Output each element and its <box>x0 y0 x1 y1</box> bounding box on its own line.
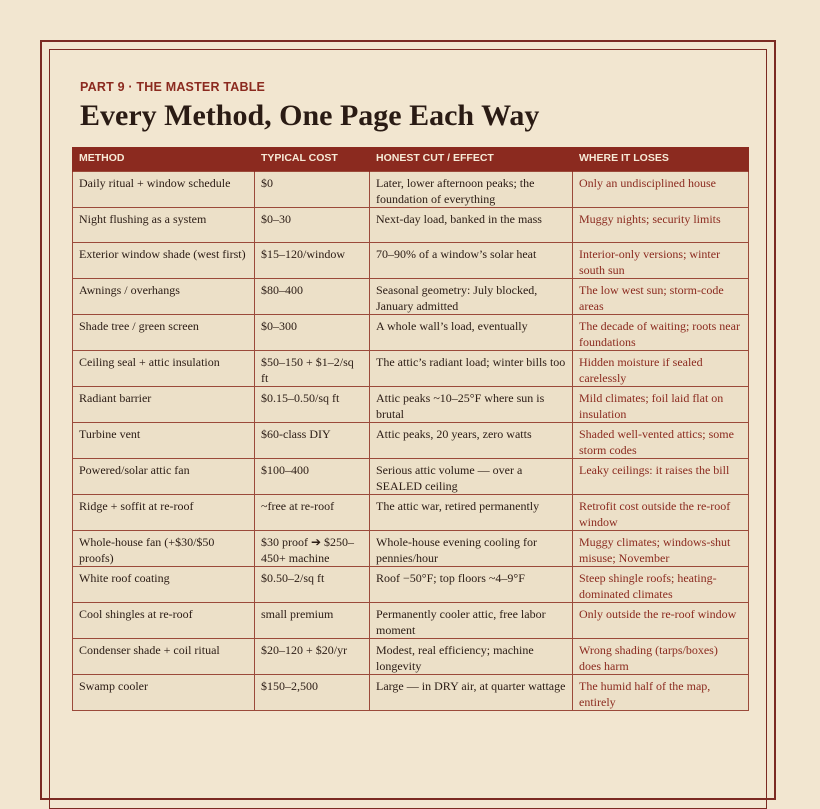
loses-cell: Retrofit cost outside the re-roof window <box>573 495 749 531</box>
method-cell: Turbine vent <box>73 423 255 459</box>
method-cell: Whole-house fan (+$30/$50 proofs) <box>73 531 255 567</box>
table-row <box>73 351 749 387</box>
loses-cell: Mild climates; foil laid flat on insulation <box>573 387 749 423</box>
loses-cell: Wrong shading (tarps/boxes) does harm <box>573 639 749 675</box>
method-cell: Condenser shade + coil ritual <box>73 639 255 675</box>
loses-cell: Steep shingle roofs; heating-dominated climates <box>573 567 749 603</box>
effect-cell: Later, lower afternoon peaks; the foundation of everything <box>370 172 573 208</box>
cost-cell: $0.15–0.50/sq ft <box>255 387 370 423</box>
loses-cell: Interior-only versions; winter south sun <box>573 243 749 279</box>
loses-cell: Muggy nights; security limits <box>573 208 749 243</box>
effect-cell: 70–90% of a window’s solar heat <box>370 243 573 279</box>
effect-cell: Permanently cooler attic, free labor moment <box>370 603 573 639</box>
loses-cell: Shaded well-vented attics; some storm codes <box>573 423 749 459</box>
table-row <box>73 495 749 531</box>
effect-cell: Seasonal geometry: July blocked, January admitted <box>370 279 573 315</box>
effect-cell: Modest, real efficiency; machine longevity <box>370 639 573 675</box>
method-cell: Radiant barrier <box>73 387 255 423</box>
cost-cell: $60-class DIY <box>255 423 370 459</box>
loses-cell: Leaky ceilings: it raises the bill <box>573 459 749 495</box>
table-row <box>73 531 749 567</box>
master-table <box>72 147 749 711</box>
header-typical-cost: TYPICAL COST <box>255 147 370 172</box>
table-row <box>73 603 749 639</box>
table-row <box>73 639 749 675</box>
effect-cell: A whole wall’s load, eventually <box>370 315 573 351</box>
table-row <box>73 172 749 208</box>
method-cell: Shade tree / green screen <box>73 315 255 351</box>
table-row <box>73 208 749 243</box>
effect-cell: Attic peaks, 20 years, zero watts <box>370 423 573 459</box>
loses-cell: The humid half of the map, entirely <box>573 675 749 711</box>
loses-cell: The decade of waiting; roots near foundations <box>573 315 749 351</box>
effect-cell: The attic’s radiant load; winter bills too <box>370 351 573 387</box>
table-row <box>73 243 749 279</box>
cost-cell: $20–120 + $20/yr <box>255 639 370 675</box>
table-row <box>73 459 749 495</box>
loses-cell: Muggy climates; windows-shut misuse; November <box>573 531 749 567</box>
cost-cell: $0–30 <box>255 208 370 243</box>
cost-cell: $100–400 <box>255 459 370 495</box>
page-title: Every Method, One Page Each Way <box>80 99 540 132</box>
method-cell: Exterior window shade (west first) <box>73 243 255 279</box>
effect-cell: Whole-house evening cooling for pennies/hour <box>370 531 573 567</box>
effect-cell: Serious attic volume — over a SEALED ceiling <box>370 459 573 495</box>
method-cell: Ridge + soffit at re-roof <box>73 495 255 531</box>
section-kicker: PART 9 · THE MASTER TABLE <box>80 80 266 94</box>
method-cell: Ceiling seal + attic insulation <box>73 351 255 387</box>
cost-cell: $0 <box>255 172 370 208</box>
table-row <box>73 387 749 423</box>
cost-cell: $80–400 <box>255 279 370 315</box>
table-body <box>73 172 749 711</box>
cost-cell: $150–2,500 <box>255 675 370 711</box>
method-cell: Awnings / overhangs <box>73 279 255 315</box>
header-method: METHOD <box>73 147 255 172</box>
cost-cell: $0–300 <box>255 315 370 351</box>
table-row <box>73 567 749 603</box>
loses-cell: Only an undisciplined house <box>573 172 749 208</box>
cost-cell: ~free at re-roof <box>255 495 370 531</box>
method-cell: Cool shingles at re-roof <box>73 603 255 639</box>
cost-cell: $50–150 + $1–2/sq ft <box>255 351 370 387</box>
effect-cell: Attic peaks ~10–25°F where sun is brutal <box>370 387 573 423</box>
header-honest-cut-effect: HONEST CUT / EFFECT <box>370 147 573 172</box>
cost-cell: $0.50–2/sq ft <box>255 567 370 603</box>
method-cell: Daily ritual + window schedule <box>73 172 255 208</box>
table-row <box>73 315 749 351</box>
method-cell: Night flushing as a system <box>73 208 255 243</box>
cost-cell: $30 proof ➔ $250–450+ machine <box>255 531 370 567</box>
table-row <box>73 423 749 459</box>
method-cell: Swamp cooler <box>73 675 255 711</box>
method-cell: White roof coating <box>73 567 255 603</box>
table-row <box>73 279 749 315</box>
cost-cell: $15–120/window <box>255 243 370 279</box>
loses-cell: The low west sun; storm-code areas <box>573 279 749 315</box>
table-row <box>73 675 749 711</box>
effect-cell: Roof −50°F; top floors ~4–9°F <box>370 567 573 603</box>
effect-cell: The attic war, retired permanently <box>370 495 573 531</box>
header-where-it-loses: WHERE IT LOSES <box>573 147 749 172</box>
effect-cell: Next-day load, banked in the mass <box>370 208 573 243</box>
method-cell: Powered/solar attic fan <box>73 459 255 495</box>
cost-cell: small premium <box>255 603 370 639</box>
table-header-row <box>73 147 749 172</box>
effect-cell: Large — in DRY air, at quarter wattage <box>370 675 573 711</box>
loses-cell: Only outside the re-roof window <box>573 603 749 639</box>
loses-cell: Hidden moisture if sealed carelessly <box>573 351 749 387</box>
